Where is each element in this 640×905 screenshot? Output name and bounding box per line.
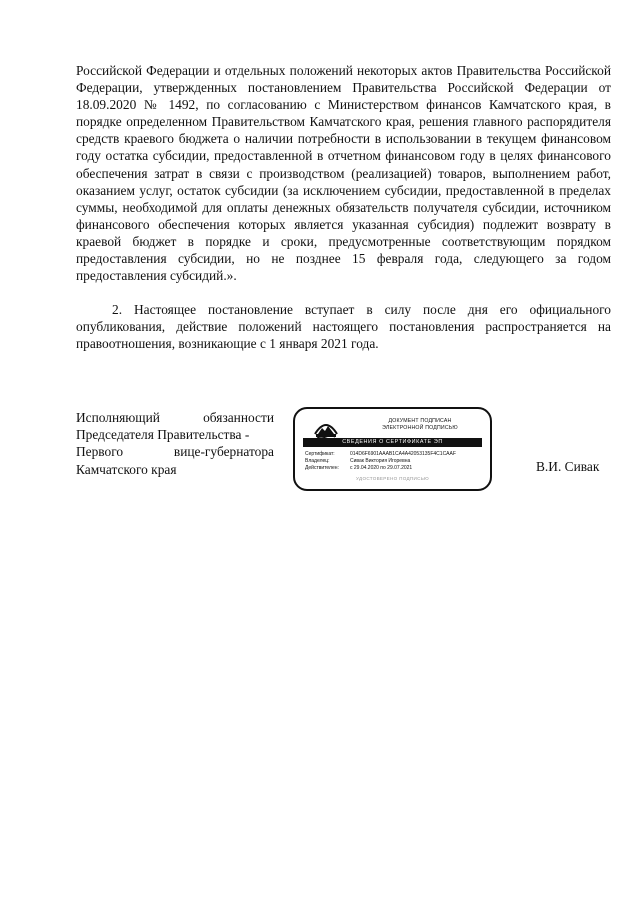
stamp-certificate-row bbox=[305, 451, 456, 457]
electronic-signature-stamp bbox=[293, 407, 492, 491]
stamp-certificate-bar: СВЕДЕНИЯ О СЕРТИФИКАТЕ ЭП bbox=[303, 438, 482, 447]
body-paragraph-2: 2. Настоящее постановление вступает в силу после дня его официального опубликования, действие положений настоящего постановления распространяется на правоотношения, возникающие с 1 января 2021 года. bbox=[76, 302, 611, 352]
stamp-owner-value: Сивак Виктория Игоревна bbox=[350, 458, 411, 464]
stamp-header bbox=[355, 418, 485, 432]
stamp-certificate-value: 014D6F6901AAAB1CA4A42053135F4C1CAAF bbox=[350, 451, 456, 457]
signatory-name: В.И. Сивак bbox=[536, 459, 600, 474]
stamp-validity-row bbox=[305, 465, 412, 471]
signatory-title-word: Исполняющий bbox=[76, 410, 160, 425]
signatory-title-line-1 bbox=[76, 409, 274, 426]
stamp-owner-row bbox=[305, 458, 410, 464]
stamp-owner-label: Владелец: bbox=[305, 458, 330, 464]
stamp-validity-value: с 29.04.2020 по 29.07.2021 bbox=[350, 465, 413, 471]
stamp-header-line-2: ЭЛЕКТРОННОЙ ПОДПИСЬЮ bbox=[382, 425, 458, 431]
stamp-validity-label: Действителен: bbox=[305, 465, 339, 471]
signatory-title-word: обязанности bbox=[203, 410, 274, 425]
stamp-footer: УДОСТОВЕРЕНО ПОДПИСЬЮ bbox=[356, 476, 429, 481]
stamp-certificate-label: Сертификат: bbox=[305, 451, 335, 457]
signatory-title-line-2: Председателя Правительства - bbox=[76, 427, 250, 443]
stamp-header-line-1: ДОКУМЕНТ ПОДПИСАН bbox=[388, 418, 452, 424]
signatory-title-line-3 bbox=[76, 443, 274, 460]
body-paragraph-1: Российской Федерации и отдельных положений некоторых актов Правительства Российской Федерации, утвержденных постановлением Правительства Российской Федерации от 18.09.2020 № 1492, по согласованию с Министерством финансов Камчатского края, в порядке определенном Правительством Камчатского края, решения главного распорядителя средств краевого бюджета о наличии потребности в использовании в текущем финансовом году остатка субсидии, предоставленной в отчетном финансовом году в целях финансового обеспечения затрат в связи с производством (реализацией) товаров, выполнением работ, оказанием услуг, остаток субсидии (за исключением субсидии, предоставленной в пределах суммы, необходимой для оплаты денежных обязательств получателя субсидии, источником финансового обеспечения которых является указанная субсидия) подлежит возврату в краевой бюджет в порядке и сроки, предусмотренные соответствующим порядком предоставления субсидии, но не позднее 15 февраля года, следующего за годом предоставления субсидий.». bbox=[76, 63, 611, 284]
signatory-title-word: вице-губернатора bbox=[173, 444, 274, 460]
signatory-title bbox=[76, 409, 274, 478]
signatory-title-line-4: Камчатского края bbox=[76, 461, 177, 477]
signatory-title-word: Первого bbox=[76, 444, 124, 460]
